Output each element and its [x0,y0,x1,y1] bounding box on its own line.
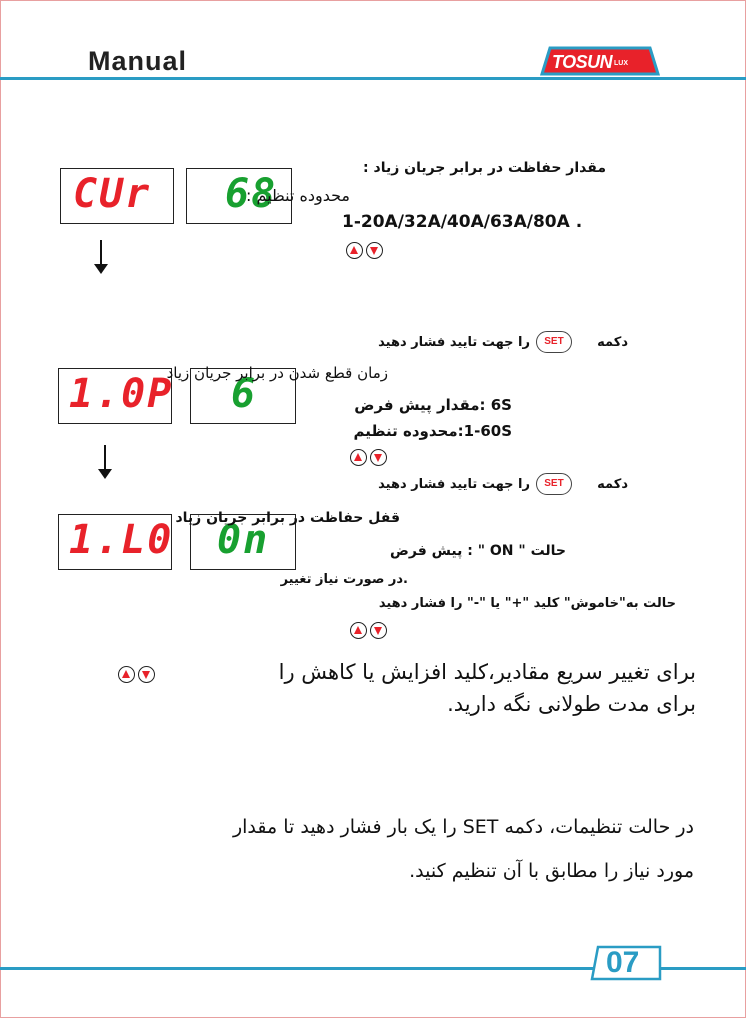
up-down-buttons [346,242,383,259]
set-button-icon: SET [536,473,572,495]
set-line-ilo-after: را جهت تایید فشار دهید [378,477,530,492]
down-arrow-icon [100,240,102,272]
down-triangle-icon [366,242,383,259]
up-down-buttons [118,666,155,683]
up-triangle-icon [350,622,367,639]
param-display-ilo-text: 1.L0 [69,517,174,563]
top-line-3: 1-60S:محدوده تنظیم [353,422,512,440]
up-triangle-icon [346,242,363,259]
settings-mode-line-2: مورد نیاز را مطابق با آن تنظیم کنید. [409,860,694,882]
param-display-cur-text: CUr [73,171,152,217]
set-line-top-before: دکمه [597,335,628,350]
up-down-buttons [350,622,387,639]
set-line-top-after: را جهت تایید فشار دهید [378,335,530,350]
ilo-line-1: قفل حفاظت در برابر جریان زیاد [175,510,400,526]
quick-change-line-1: برای تغییر سریع مقادیر،کلید افزایش یا کاهش را [278,660,696,684]
cur-line-1: مقدار حفاظت در برابر جریان زیاد : [363,160,606,176]
ilo-line-3: .در صورت نیاز تغییر [280,572,408,587]
value-display-top-text: 6 [231,371,258,417]
set-button-icon: SET [536,331,572,353]
down-triangle-icon [370,449,387,466]
header-rule [0,77,746,80]
ilo-line-4: حالت به"خاموش" کلید "+" یا "-" را فشار دهید [378,596,676,611]
page-title: Manual [88,46,188,76]
up-triangle-icon [118,666,135,683]
param-display-top-text: 1.0P [69,371,174,417]
top-line-2: 6S :مقدار پیش فرض [354,396,512,414]
up-down-buttons [350,449,387,466]
brand-logo-text: TOSUN [552,52,613,72]
quick-change-line-2: برای مدت طولانی نگه دارید. [447,692,696,716]
brand-logo-sub: LUX [614,60,628,67]
cur-line-3: 1-20A/32A/40A/63A/80A . [342,212,583,232]
param-display-top [58,368,172,424]
param-display-cur [60,168,174,224]
value-display-ilo-text: 0n [217,517,270,563]
top-line-1: زمان قطع شدن در برابر جریان زیاد [166,364,388,382]
down-arrow-icon [104,445,106,477]
down-triangle-icon [370,622,387,639]
set-line-ilo-before: دکمه [597,477,628,492]
cur-line-2: محدوده تنظیم : [246,186,350,205]
settings-mode-line-1: در حالت تنظیمات، دکمه SET را یک بار فشار دهید تا مقدار [232,816,694,838]
page-number: 07 [606,946,640,979]
param-display-ilo [58,514,172,570]
down-triangle-icon [138,666,155,683]
up-triangle-icon [350,449,367,466]
value-display-cur-text: 68 [225,171,278,217]
ilo-line-2: حالت " ON " : پیش فرض [390,543,566,559]
